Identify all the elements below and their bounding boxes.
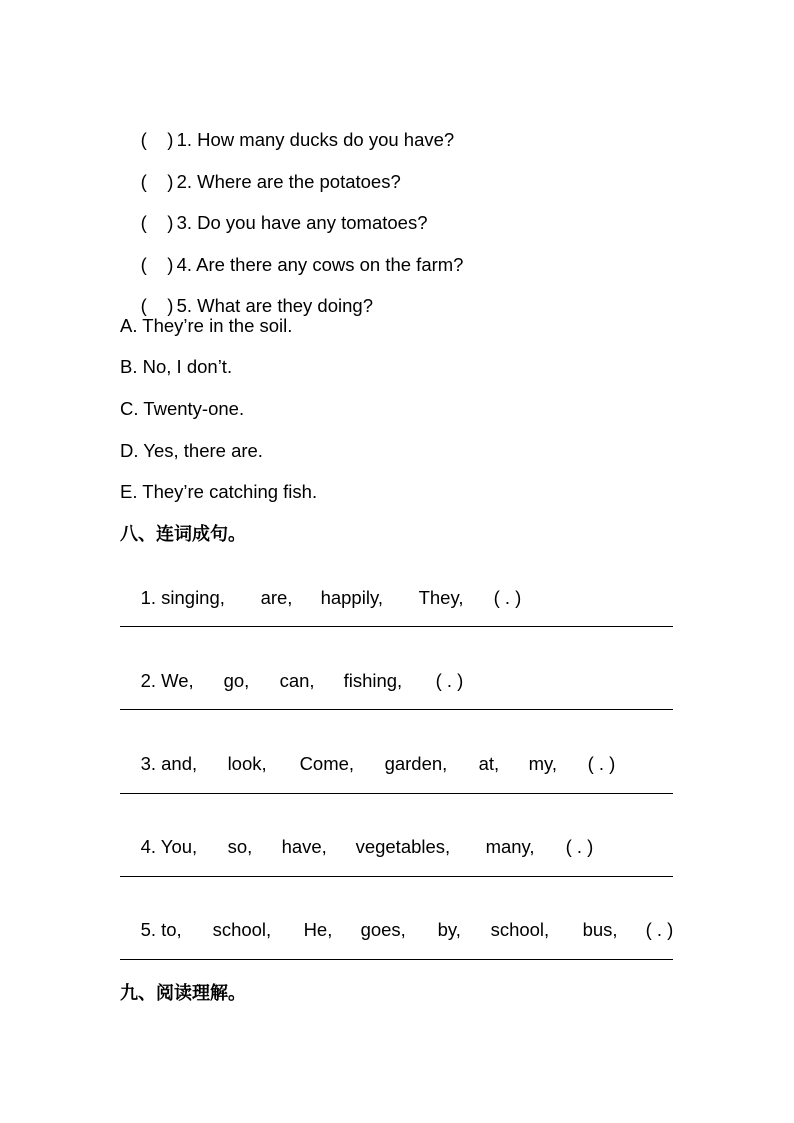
- word: vegetables,: [355, 836, 451, 857]
- word: go,: [223, 670, 250, 691]
- answer-blank[interactable]: ( ): [140, 295, 174, 316]
- question-text: 4. Are there any cows on the farm?: [176, 254, 464, 275]
- word: fishing,: [343, 670, 403, 691]
- word: garden,: [384, 753, 448, 774]
- answer-option-e: E. They’re catching fish.: [120, 481, 318, 502]
- word: at,: [478, 753, 500, 774]
- question-text: 2. Where are the potatoes?: [176, 171, 401, 192]
- word: 1. singing,: [140, 587, 225, 608]
- word: school,: [212, 919, 272, 940]
- question-text: 1. How many ducks do you have?: [176, 129, 455, 150]
- word: goes,: [360, 919, 406, 940]
- answer-option-c: C. Twenty-one.: [120, 398, 245, 419]
- word: my,: [528, 753, 557, 774]
- word: are,: [260, 587, 293, 608]
- sentence-item-5: [120, 897, 673, 963]
- question-text: 5. What are they doing?: [176, 295, 373, 316]
- word: ( . ): [435, 670, 464, 691]
- word: many,: [485, 836, 535, 857]
- answer-line-3[interactable]: [120, 793, 673, 794]
- word: 5. to,: [140, 919, 182, 940]
- word: so,: [227, 836, 253, 857]
- word: He,: [303, 919, 333, 940]
- word: school,: [490, 919, 550, 940]
- word: Come,: [299, 753, 355, 774]
- answer-line-2[interactable]: [120, 709, 673, 710]
- word: can,: [279, 670, 315, 691]
- word: by,: [437, 919, 461, 940]
- section-9-heading: 九、阅读理解。: [120, 983, 246, 1004]
- sentence-item-2: [120, 648, 463, 714]
- word: ( . ): [565, 836, 594, 857]
- word: 2. We,: [140, 670, 194, 691]
- word: happily,: [320, 587, 383, 608]
- word: ( . ): [587, 753, 616, 774]
- word: look,: [227, 753, 267, 774]
- question-text: 3. Do you have any tomatoes?: [176, 212, 428, 233]
- answer-line-4[interactable]: [120, 876, 673, 877]
- word: ( . ): [493, 587, 522, 608]
- answer-blank[interactable]: ( ): [140, 171, 174, 192]
- sentence-item-4: [120, 814, 593, 880]
- word: 3. and,: [140, 753, 198, 774]
- word: 4. You,: [140, 836, 198, 857]
- word: ( . ): [645, 919, 674, 940]
- word: They,: [418, 587, 464, 608]
- answer-blank[interactable]: ( ): [140, 212, 174, 233]
- word: have,: [281, 836, 327, 857]
- answer-option-a: A. They’re in the soil.: [120, 315, 293, 336]
- word: bus,: [582, 919, 618, 940]
- section-8-heading: 八、连词成句。: [120, 524, 246, 545]
- answer-option-b: B. No, I don’t.: [120, 356, 233, 377]
- answer-line-1[interactable]: [120, 626, 673, 627]
- sentence-item-1: [120, 565, 521, 631]
- answer-line-5[interactable]: [120, 959, 673, 960]
- answer-blank[interactable]: ( ): [140, 129, 174, 150]
- answer-blank[interactable]: ( ): [140, 254, 174, 275]
- sentence-item-3: [120, 731, 615, 797]
- answer-option-d: D. Yes, there are.: [120, 440, 263, 461]
